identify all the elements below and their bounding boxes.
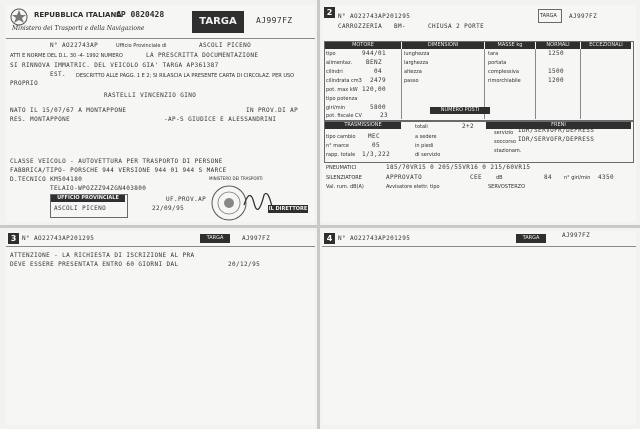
engine-code: 944/01 — [362, 50, 387, 57]
class-line: CLASSE VEICOLO - AUTOVETTURA PER TRASPORTO DI PERSONE — [10, 158, 223, 165]
page-number: 3 — [8, 233, 19, 244]
rpm: 5800 — [370, 104, 387, 111]
fiscal-hp: 23 — [380, 112, 389, 119]
doc-number: N° AO22743AP201295 — [338, 235, 411, 242]
targa-label: TARGA — [540, 13, 557, 19]
targa-label: TARGA — [200, 234, 230, 243]
prov-line: IN PROV.DI AP — [246, 107, 299, 114]
office-value: ASCOLI PICENO — [199, 42, 252, 49]
office-box-value: ASCOLI PICENO — [54, 205, 107, 212]
numero-posti-header: NUMERO POSTI — [430, 107, 490, 114]
bodywork-value: BM- — [394, 23, 407, 30]
cee: CEE — [470, 174, 483, 181]
seats: 2+2 — [462, 123, 475, 130]
owner-label: PROPRIO — [10, 80, 39, 87]
doc-number: N° AO22743AP — [50, 42, 99, 49]
chassis-line: TELAIO-WPOZZZ94ZGN403800 — [50, 185, 147, 192]
director-label: IL DIRETTORE — [268, 206, 308, 212]
noise-db: 84 — [544, 174, 553, 181]
renew-line: SI RINNOVA IMMATRIC. DEL VEICOLO GIA' TARGA AP361387 — [10, 62, 219, 69]
center-fold-vertical — [317, 0, 320, 429]
tech-line: D.TECNICO KM504180 — [10, 176, 83, 183]
gear-ratio: 1/3,222 — [362, 151, 391, 158]
bodywork-desc: CHIUSA 2 PORTE — [428, 23, 485, 30]
stamp-text: MINISTERO DEI TRASPORTI — [209, 176, 263, 181]
doc-number: N° AO22743AP201295 — [338, 13, 411, 20]
notice-line-1: ATTENZIONE - LA RICHIESTA DI ISCRIZIONE AL PRA — [10, 252, 195, 259]
rimorchiabile: 1200 — [548, 77, 565, 84]
address: -AP-S GIUDICE E ALESSANDRINI — [164, 116, 277, 123]
masse-header: MASSE kg — [485, 42, 535, 49]
birth-line: NATO IL 15/07/67 A MONTAPPONE — [10, 107, 127, 114]
make-line: FABBRICA/TIPO- PORSCHE 944 VERSIONE 944 01 944 S MARCE — [10, 167, 227, 174]
republic-title: REPUBBLICA ITALIANA — [34, 11, 122, 19]
typed-line-1: LA PRESCRITTA DOCUMENTAZIONE — [146, 52, 259, 59]
dimensioni-header: DIMENSIONI — [402, 42, 484, 49]
residence: RES. MONTAPPONE — [10, 116, 71, 123]
gearbox: MEC — [368, 133, 381, 140]
normali-header: NORMALI — [536, 42, 580, 49]
freni-header: FRENI — [486, 122, 631, 129]
displacement: 2479 — [370, 77, 387, 84]
motore-header: MOTORE — [325, 42, 401, 49]
bodywork-label: CARROZZERIA — [338, 23, 383, 30]
est-label: EST. — [50, 71, 67, 78]
page-3 — [6, 231, 315, 425]
office-box-label: UFFICIO PROVINCIALE — [51, 195, 125, 202]
plate-number: AJ997FZ — [562, 232, 591, 239]
trasmissione-header: TRASMISSIONE — [325, 122, 401, 129]
center-fold-horizontal — [0, 225, 640, 228]
fuel: BENZ — [366, 59, 383, 66]
page-number: 4 — [324, 233, 335, 244]
service-brake: IDR/SERVOFR/DEPRESS — [518, 127, 595, 134]
targa-label: TARGA — [192, 11, 244, 33]
doc-number: N° AO22743AP201295 — [22, 235, 95, 242]
emergency-brake: IDR/SERVOFR/DEPRESS — [518, 136, 595, 143]
uff-prov-label: UF.PROV.AP — [166, 196, 207, 203]
emblem-icon — [9, 7, 29, 27]
page-1 — [6, 5, 315, 222]
page-2: 2 N° AO22743AP201295 TARGA AJ997FZ CARROZZERIA BM- CHIUSA 2 PORTE MOTORE DIMENSIONI MASSE kg NORMALI ECCEZIONALI tipo 944/01 alimentaz. BENZ cilindri 04 cilindrata cm3 2479 pot. max kW 120,00 tipo potenza giri/min 5800 pot. fiscale CV 23 lunghezza larghezza altezza passo tara 1250 portata complessiva 1500 rimorchiabile 1200 TRASMISSIONE NUMERO POSTI tipo cambio MEC n° marce 05 rapp. totale 1/3,222 totali 2+2 a sedere in piedi di servizio FRENI servizio IDR/SERVOFR/DEPRESS soccorso IDR/SERVOFR/DEPRESS stazionam. PNEUMATICI 185/70VR15 0 205/55VR16 0 215/60VR15 SILENZIATORE APPROVATO CEE dB 84 n° giri/min 4350 Val. rum. dB(A) Avvisatore elettr. tipo SERVOSTERZO — [322, 5, 636, 222]
plate-number: AJ997FZ — [256, 16, 293, 25]
mass-complessiva: 1500 — [548, 68, 565, 75]
noise-rpm: 4350 — [598, 174, 615, 181]
power-kw: 120,00 — [362, 86, 387, 93]
targa-label: TARGA — [516, 234, 546, 243]
cylinders: 04 — [374, 68, 383, 75]
serial-code: CP 0820428 — [116, 10, 165, 19]
page-number: 2 — [324, 7, 335, 18]
eccezionali-header: ECCEZIONALI — [581, 42, 631, 49]
page-4 — [322, 231, 636, 425]
office-label: Ufficio Provinciale di — [116, 43, 167, 49]
notice-date: 20/12/95 — [228, 261, 261, 268]
notice-line-2: DEVE ESSERE PRESENTATA ENTRO 60 GIORNI DAL — [10, 261, 179, 268]
signed-date: 22/09/95 — [152, 205, 185, 212]
ministry-title: Ministero dei Trasporti e della Navigazione — [12, 25, 145, 32]
plate-number: AJ997FZ — [569, 13, 598, 20]
silencer: APPROVATO — [386, 174, 423, 181]
ref-line: ATTI E NORME DEL D.L. 30 -4- 1992 NUMERO — [10, 53, 123, 59]
gears: 05 — [372, 142, 381, 149]
tyres: 185/70VR15 0 205/55VR16 0 215/60VR15 — [386, 164, 531, 171]
mass-tara: 1250 — [548, 50, 565, 57]
plate-number: AJ997FZ — [242, 235, 271, 242]
owners: RASTELLI VINCENZIO GINO — [104, 92, 197, 99]
est-desc: DESCRITTO ALLE PAGG. 1 E 2; SI RILASCIA LA PRESENTE CARTA DI CIRCOLAZ. PER USO — [76, 73, 295, 79]
